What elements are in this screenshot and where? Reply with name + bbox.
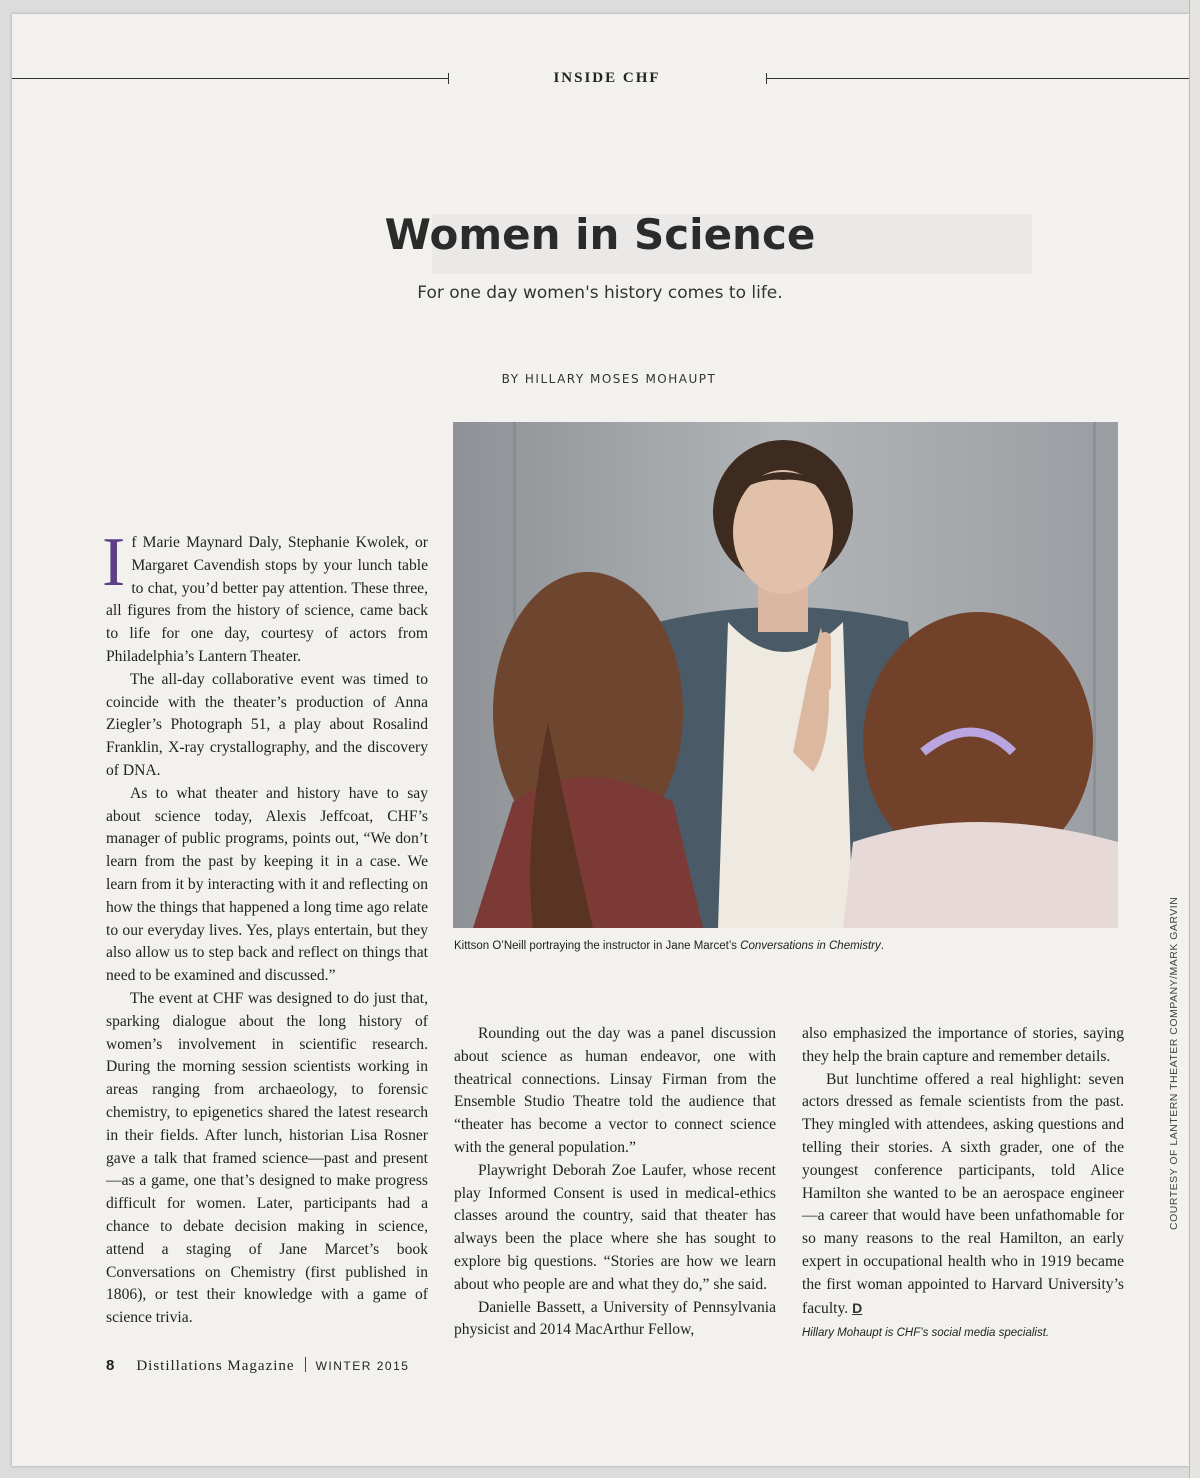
photo-illustration [453,422,1118,928]
paragraph: The event at CHF was designed to do just that, sparking dialogue about the long history of women’s involvement in scientific research. During the morning session scientists working in areas ranging from archaeology, to forensic chemistry, to epigenetics shared the latest research in their fields. After lunch, historian Lisa Rosner gave a talk that framed science—past and present—as a game, one that’s designed to make progress difficult for women. Later, participants had a chance to debate decision making in science, attend a staging of Jane Marcet’s book Conversations on Chemistry (first published in 1806), or test their knowledge with a game of science trivia. [106,989,428,1327]
photo-credit: COURTESY OF LANTERN THEATER COMPANY/MARK GARVIN [1168,896,1180,1230]
author-note: Hillary Mohaupt is CHF’s social media specialist. [802,1327,1050,1340]
footer-divider [305,1357,306,1372]
drop-cap: I [102,524,126,601]
article-title: Women in Science [384,210,816,259]
page-number: 8 [106,1357,115,1374]
paragraph: Playwright Deborah Zoe Laufer, whose recent play Informed Consent is used in medical-ethics classes around the country, said that theater has always been the place where she has sought to explore big questions. “Stories are how we learn about who people are and what they do,” she said. [454,1161,776,1293]
article-byline: BY HILLARY MOSES MOHAUPT [501,372,717,386]
photo-caption: Kittson O’Neill portraying the instructor in Jane Marcet’s Conversations in Chemistry. [454,940,884,952]
article-photo [453,422,1118,928]
end-mark: D [852,1299,863,1316]
text-column-2 [454,1023,776,1342]
text-column-3 [802,1023,1124,1345]
section-label: INSIDE CHF [553,70,661,86]
issue-label: WINTER 2015 [315,1359,410,1373]
paragraph: The all-day collaborative event was timed to coincide with the theater’s production of Anna Ziegler’s Photograph 51, a play about Rosalind Franklin, X-ray crystallography, and the discovery of DNA. [106,670,428,779]
paragraph: Danielle Bassett, a University of Pennsylvania physicist and 2014 MacArthur Fellow, [454,1298,776,1339]
paragraph: As to what theater and history have to say about science today, Alexis Jeffcoat, CHF’s manager of public programs, points out, “We don’t learn from the past by keeping it in a case. We learn from it by interacting with it and reflecting on how the things that happened a long time ago relate to our everyday lives. Yes, plays entertain, but they also allow us to step back and reflect on things that need to be examined and discussed.” [106,784,428,985]
page-footer [106,1357,409,1375]
paragraph: But lunchtime offered a real highlight: seven actors dressed as female scientists from the past. They mingled with attendees, asking questions and telling their stories. A sixth grader, one of the youngest conference participants, told Alice Hamilton she wanted to be an aerospace engineer—a career that would have been unfathomable for so many reasons to the real Hamilton, an early expert in occupational health who in 1919 became the first woman appointed to Harvard University’s faculty. D [802,1070,1124,1317]
header-rule-left [12,78,448,79]
paragraph: also emphasized the importance of stories, saying they help the brain capture and remember details. [802,1025,1124,1065]
header-rule-right [766,78,1190,79]
paragraph: Rounding out the day was a panel discussion about science as human endeavor, one with theatrical connections. Linsay Firman from the Ensemble Studio Theatre told the audience that “theater has become a vector to connect science with the general population.” [454,1025,776,1156]
text-column-1 [102,524,428,1330]
paragraph: If Marie Maynard Daly, Stephanie Kwolek, or Margaret Cavendish stops by your lunch table to chat, you’d better pay attention. These three, all figures from the history of science, came back to life for one day, courtesy of actors from Philadelphia’s Lantern Theater. [102,524,428,665]
article-subtitle: For one day women's history comes to life. [417,283,783,303]
magazine-name: Distillations Magazine [136,1358,295,1374]
